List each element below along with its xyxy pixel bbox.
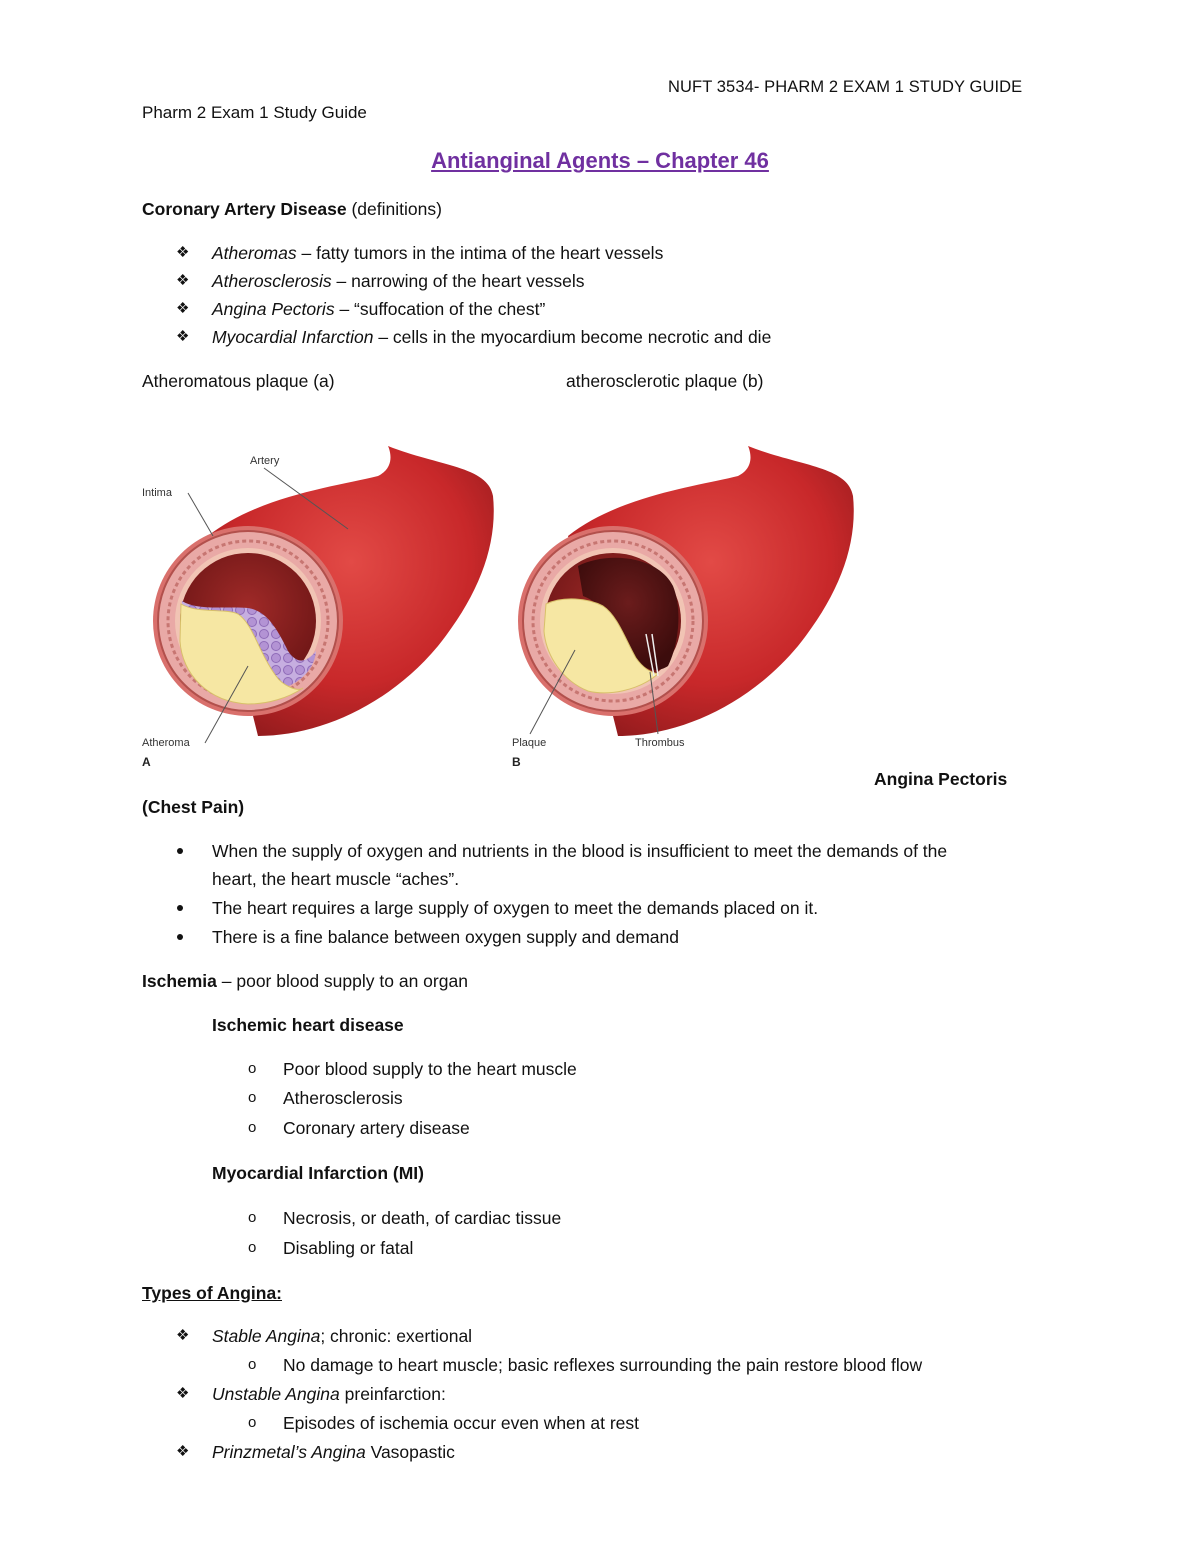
circle-bullet-icon: o (248, 1060, 257, 1077)
angina-type-term: Stable Angina (212, 1326, 321, 1346)
angina-bullet-line: The heart requires a large supply of oxygen to meet the demands placed on it. (212, 898, 819, 918)
artery-plaque-figure (138, 436, 858, 776)
plaque-label-a: Atheromatous plaque (a) (142, 371, 335, 391)
figure-b-letter: B (512, 755, 521, 769)
angina-type-item (212, 1383, 446, 1405)
thrombus-label: Thrombus (635, 737, 685, 749)
running-header: NUFT 3534- PHARM 2 EXAM 1 STUDY GUIDE (668, 78, 1023, 96)
angina-type-item (212, 1441, 455, 1463)
cad-item (212, 298, 545, 320)
chest-pain-label: (Chest Pain) (142, 797, 245, 817)
diamond-bullet-icon: ❖ (176, 272, 190, 289)
angina-type-rest: preinfarction: (339, 1384, 446, 1404)
bullet-dot-icon (177, 934, 183, 940)
angina-type-term: Unstable Angina (212, 1384, 340, 1404)
cad-def: – fatty tumors in the intima of the heart vessels (296, 243, 664, 263)
cad-term: Atheromas (212, 243, 297, 263)
document-label: Pharm 2 Exam 1 Study Guide (142, 103, 367, 122)
artery-a-illustration (142, 446, 494, 769)
artery-label: Artery (250, 455, 280, 467)
angina-bullet-line: There is a fine balance between oxygen supply and demand (212, 927, 679, 947)
circle-bullet-icon: o (248, 1239, 257, 1256)
ihd-heading: Ischemic heart disease (212, 1015, 404, 1035)
cad-item (212, 242, 663, 264)
cad-item (212, 326, 771, 348)
ischemia-term: Ischemia (142, 971, 217, 991)
cad-heading (142, 198, 442, 220)
mi-item: Disabling or fatal (283, 1238, 414, 1258)
diamond-bullet-icon: ❖ (176, 1443, 190, 1460)
angina-pectoris-label: Angina Pectoris (874, 769, 1008, 789)
plaque-label: Plaque (512, 737, 547, 749)
ihd-item: Atherosclerosis (283, 1088, 403, 1108)
diamond-bullet-icon: ❖ (176, 244, 190, 261)
angina-type-rest: ; chronic: exertional (320, 1326, 473, 1346)
cad-heading-bold: Coronary Artery Disease (142, 199, 347, 219)
types-heading: Types of Angina: (142, 1283, 282, 1303)
circle-bullet-icon: o (248, 1414, 257, 1431)
diamond-bullet-icon: ❖ (176, 1327, 190, 1344)
cad-def: – narrowing of the heart vessels (331, 271, 585, 291)
intima-label: Intima (142, 487, 172, 499)
cad-term: Atherosclerosis (212, 271, 332, 291)
cad-term: Myocardial Infarction (212, 327, 374, 347)
angina-type-sub: No damage to heart muscle; basic reflexes surrounding the pain restore blood flow (283, 1355, 923, 1375)
figure-a-letter: A (142, 755, 151, 769)
ischemia-definition (142, 970, 468, 992)
angina-type-item (212, 1325, 472, 1347)
angina-type-term: Prinzmetal’s Angina (212, 1442, 366, 1462)
circle-bullet-icon: o (248, 1209, 257, 1226)
artery-b-illustration (512, 446, 854, 769)
circle-bullet-icon: o (248, 1089, 257, 1106)
diamond-bullet-icon: ❖ (176, 328, 190, 345)
angina-bullet-line: heart, the heart muscle “aches”. (212, 869, 460, 889)
cad-item (212, 270, 585, 292)
plaque-label-b: atherosclerotic plaque (b) (566, 371, 764, 391)
bullet-dot-icon (177, 848, 183, 854)
diamond-bullet-icon: ❖ (176, 300, 190, 317)
bullet-dot-icon (177, 905, 183, 911)
ischemia-def: – poor blood supply to an organ (216, 971, 468, 991)
cad-heading-rest: (definitions) (346, 199, 442, 219)
cad-def: – “suffocation of the chest” (334, 299, 546, 319)
cad-term: Angina Pectoris (212, 299, 335, 319)
mi-item: Necrosis, or death, of cardiac tissue (283, 1208, 562, 1228)
cad-def: – cells in the myocardium become necrotic and die (373, 327, 772, 347)
circle-bullet-icon: o (248, 1356, 257, 1373)
angina-type-sub: Episodes of ischemia occur even when at rest (283, 1413, 640, 1433)
angina-bullet-line: When the supply of oxygen and nutrients in the blood is insufficient to meet the demands of the (212, 841, 948, 861)
diamond-bullet-icon: ❖ (176, 1385, 190, 1402)
circle-bullet-icon: o (248, 1119, 257, 1136)
atheroma-label: Atheroma (142, 737, 190, 749)
angina-type-rest: Vasopastic (365, 1442, 455, 1462)
page-title: Antianginal Agents – Chapter 46 (431, 148, 769, 173)
ihd-item: Coronary artery disease (283, 1118, 470, 1138)
ihd-item: Poor blood supply to the heart muscle (283, 1059, 577, 1079)
mi-heading: Myocardial Infarction (MI) (212, 1163, 424, 1183)
